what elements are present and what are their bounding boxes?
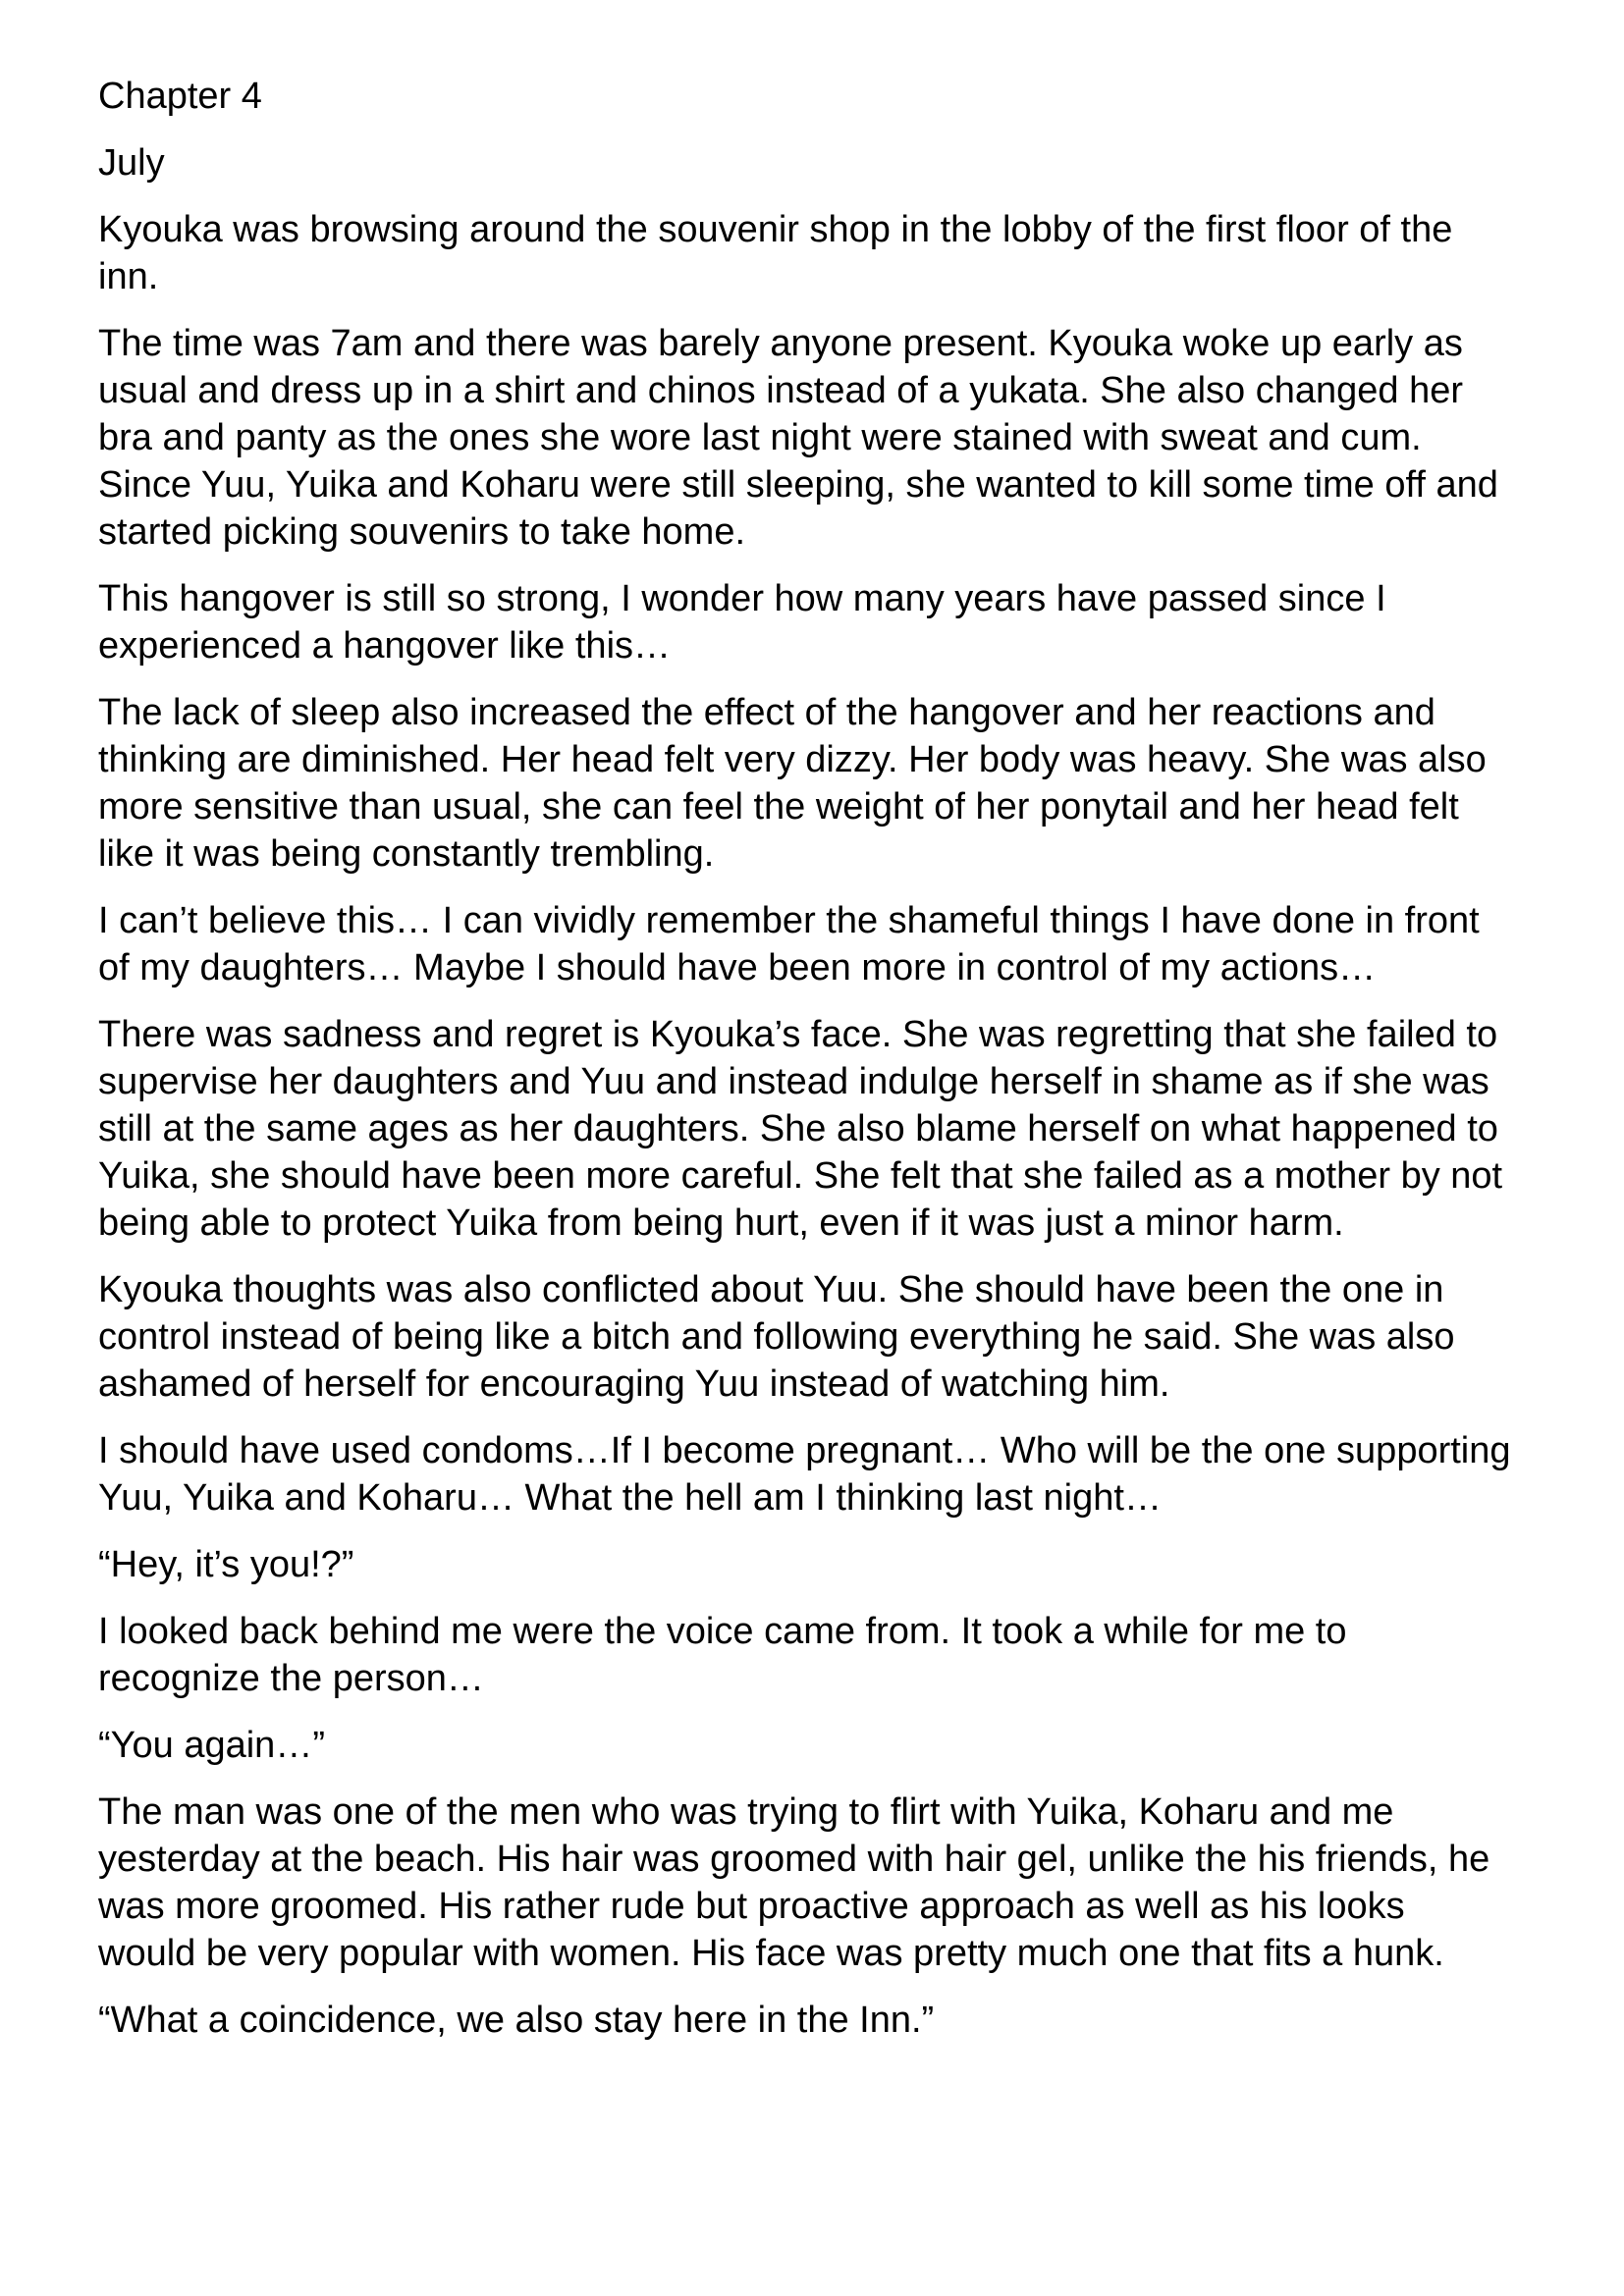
dialogue-line: “You again…” xyxy=(98,1725,325,1766)
paragraph: This hangover is still so strong, I wonder how many years have passed since I experienced a hangover like this… xyxy=(98,578,1386,667)
paragraph: I can’t believe this… I can vividly remember the shameful things I have done in front of my daughters… Maybe I should have been more in control of my actions… xyxy=(98,900,1480,988)
dialogue-line: “Hey, it’s you!?” xyxy=(98,1544,354,1585)
date-line: July xyxy=(98,142,165,184)
paragraph: The man was one of the men who was trying to flirt with Yuika, Koharu and me yesterday at the beach. His hair was groomed with hair gel, unlike the his friends, he was more groomed. His rather rude but proactive approach as well as his looks would be very popular with women. His face was pretty much one that fits a hunk. xyxy=(98,1791,1490,1974)
paragraph: I should have used condoms…If I become pregnant… Who will be the one supporting Yuu, Yuika and Koharu… What the hell am I thinking last night… xyxy=(98,1430,1511,1519)
chapter-heading: Chapter 4 xyxy=(98,76,262,117)
paragraph: There was sadness and regret is Kyouka’s face. She was regretting that she failed to supervise her daughters and Yuu and instead indulge herself in shame as if she was still at the same ages as her daughters. She also blame herself on what happened to Yuika, she should have been more careful. She felt that she failed as a mother by not being able to protect Yuika from being hurt, even if it was just a minor harm. xyxy=(98,1014,1503,1244)
paragraph: The time was 7am and there was barely anyone present. Kyouka woke up early as usual and dress up in a shirt and chinos instead of a yukata. She also changed her bra and panty as the ones she wore last night were stained with sweat and cum. Since Yuu, Yuika and Koharu were still sleeping, she wanted to kill some time off and started picking souvenirs to take home. xyxy=(98,323,1498,553)
paragraph: Kyouka was browsing around the souvenir shop in the lobby of the first floor of the inn. xyxy=(98,209,1453,297)
dialogue-line: “What a coincidence, we also stay here in the Inn.” xyxy=(98,2000,935,2041)
paragraph: The lack of sleep also increased the effect of the hangover and her reactions and thinking are diminished. Her head felt very dizzy. Her body was heavy. She was also more sensitive than usual, she can feel the weight of her ponytail and her head felt like it was being constantly trembling. xyxy=(98,692,1487,875)
paragraph: Kyouka thoughts was also conflicted about Yuu. She should have been the one in control instead of being like a bitch and following everything he said. She was also ashamed of herself for encouraging Yuu instead of watching him. xyxy=(98,1269,1455,1405)
paragraph: I looked back behind me were the voice came from. It took a while for me to recognize the person… xyxy=(98,1611,1347,1699)
